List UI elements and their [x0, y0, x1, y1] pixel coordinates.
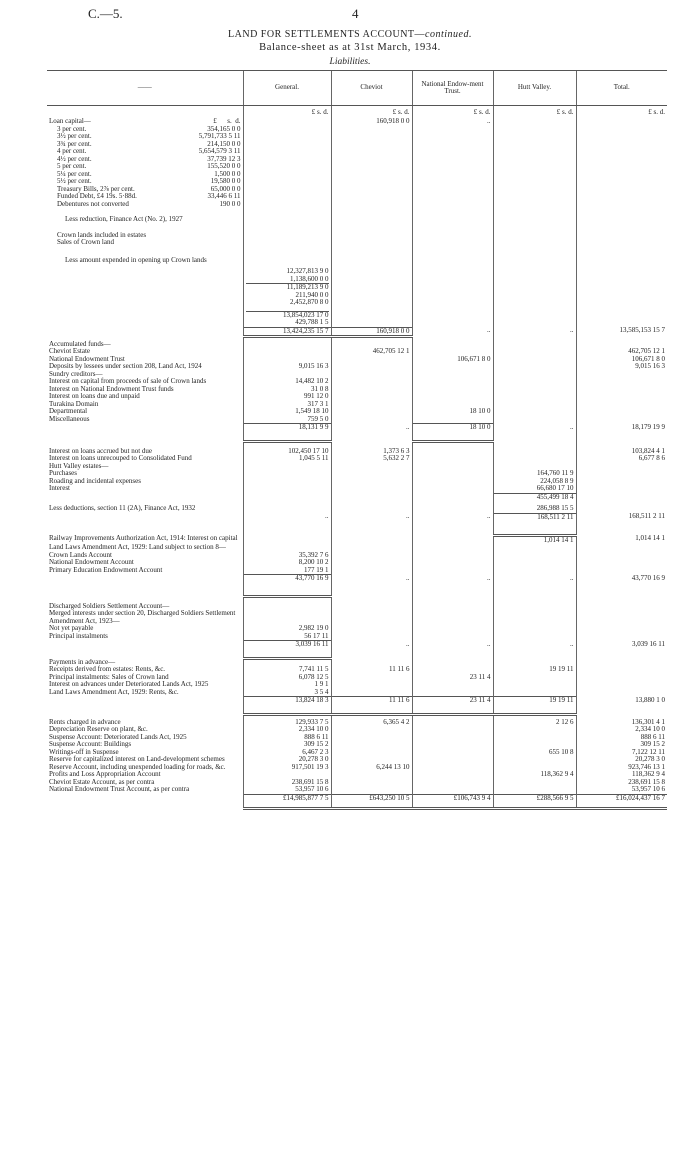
- railway-row: Railway Improvements Authorization Act, 1914: Interest on capital 1,014 14 1 1,014 14 1: [49, 534, 665, 544]
- loan-row: Funded Debt, £4 19s. 5·88d. 33,446 6 11: [57, 192, 241, 200]
- page-number: 4: [352, 6, 359, 21]
- page-ref: C.—5.: [88, 6, 123, 21]
- loan-capital-total: [576, 118, 667, 327]
- soldiers-heading-row: Discharged Soldiers Settlement Account—: [47, 603, 667, 611]
- soldiers-principal-row: Principal instalments 56 17 11: [47, 633, 667, 641]
- advance-row: Receipts derived from estates: Rents, &c. 7,741 11 5 11 11 6 19 19 11: [47, 666, 667, 674]
- soldiers-not-yet-row: Not yet payable 2,982 19 0: [47, 625, 667, 633]
- liabilities-table: [47, 70, 667, 810]
- hutt-purchases-row: Purchases 164,760 11 9: [47, 470, 667, 478]
- hutt-less-row: Less deductions, section 11 (2A), Finance Act, 1932 286,988 15 5: [47, 505, 667, 513]
- section-label: Liabilities.: [329, 57, 371, 67]
- grand-total-general: £14,985,877 7 5: [243, 794, 331, 808]
- other-liability-row: Writings-off in Suspense 6,467 2 3 655 10 8 7,122 12 11: [49, 747, 665, 756]
- units-row: [47, 106, 667, 119]
- soldiers-sub-row: Merged interests under section 20, Discharged Soldiers Settlement Amendment Act, 1923—: [47, 610, 667, 625]
- other-liability-row: National Endowment Trust Account, as per contra 53,957 10 6 53,957 10 6: [49, 785, 665, 793]
- net-fund-row: National Endowment Trust 106,671 8 0 106,671 8 0: [49, 354, 665, 363]
- sundry-row: Turakina Domain 317 3 1: [47, 401, 667, 409]
- loan-capital-desc: Loan capital— £ s. d. 3 per cent. 354,165 0 0 3½ per cent. 5,791,733 5 11 3¾ per cent. 214,150 0 0 4 per cent. 5,654,579 3 11 4½ per cent. 37,739 12 3 5 per cent. 155,520 0 0 5¼ per cent. 1,500 0 0 5½ per cent. 19,580 0 0 Treasury Bills, 2⅞ per cent. 65,000 0 0 Funded Debt, £4 19s. 5·88d. 33,446 6 11 Debentures not converted 190 0 0 Less reduction, Finance Act (No. 2), 1927 Crown lands included in estates Sales of Crown land Less amount expended in opening up Crown lands: [49, 117, 241, 264]
- unit-hutt: £ s. d.: [493, 106, 576, 119]
- col-header-cheviot: Cheviot: [331, 71, 412, 106]
- advance-row: Principal instalments: Sales of Crown land 6,078 12 5 23 11 4: [47, 674, 667, 682]
- col-header-net: National Endow-ment Trust.: [412, 71, 493, 106]
- land-laws-row: National Endowment Account 8,200 10 2: [47, 559, 667, 567]
- loan-row: 3½ per cent. 5,791,733 5 11: [57, 132, 241, 140]
- loan-capital-block: [47, 118, 667, 327]
- col-header-general: General.: [243, 71, 331, 106]
- unit-net: £ s. d.: [412, 106, 493, 119]
- other-liability-row: Suspense Account: Deteriorated Lands Act, 1925 888 6 11 888 6 11: [49, 732, 665, 741]
- interest-unrecouped-row: Interest on loans unrecouped to Consolidated Fund 1,045 5 11 5,632 2 7 6,677 8 6: [49, 454, 665, 462]
- hutt-net-row: .. .. .. 168,511 2 11 168,511 2 11: [47, 513, 667, 535]
- hutt-roading-row: Roading and incidental expenses 224,058 8 9: [47, 478, 667, 486]
- grand-total-total: £16,024,437 16 7: [576, 794, 667, 808]
- interest-accrued-row: Interest on loans accrued but not due 102,450 17 10 1,373 6 3 103,824 4 1: [49, 446, 665, 455]
- other-liability-row: Reserve for capitalized interest on Land-development schemes 20,278 3 0 20,278 3 0: [49, 755, 665, 763]
- other-liability-row: Reserve Account, including unexpended loading for roads, &c. 917,501 19 3 6,244 13 10 923,746 13 1: [49, 762, 665, 771]
- hutt-heading-row: Hutt Valley estates—: [47, 463, 667, 471]
- advance-row: Land Laws Amendment Act, 1929: Rents, &c. 3 5 4: [47, 689, 667, 697]
- loan-row: 5¼ per cent. 1,500 0 0: [57, 169, 241, 178]
- hutt-sum-row: 455,499 18 4: [47, 493, 667, 505]
- loan-row: 4½ per cent. 37,739 12 3: [57, 154, 241, 163]
- loan-capital-cheviot: 160,918 0 0: [331, 118, 412, 327]
- sundry-row: Departmental 1,549 18 10 18 10 0: [47, 408, 667, 416]
- loan-row: 5 per cent. 155,520 0 0: [57, 162, 241, 170]
- expended-label: Less amount expended in opening up Crown lands: [65, 255, 207, 264]
- land-laws-row: Primary Education Endowment Account 177 19 1: [47, 567, 667, 575]
- sundry-totals-row: 18,131 9 9 .. 18 10 0 .. 18,179 19 9: [47, 424, 667, 442]
- sales-crown-label: Sales of Crown land: [57, 238, 114, 246]
- sundry-heading-row: Sundry creditors—: [47, 371, 667, 379]
- land-laws-totals-row: 43,770 16 9 .. .. .. 43,770 16 9: [47, 575, 667, 597]
- other-liability-row: Profits and Loss Appropriation Account 118,362 9 4 118,362 9 4: [49, 770, 665, 778]
- loan-row: Debentures not converted 190 0 0: [57, 199, 241, 208]
- col-header-description: ——: [47, 71, 243, 106]
- loan-row: 5½ per cent. 19,580 0 0: [57, 177, 241, 185]
- grand-total-cheviot: £643,250 10 5: [331, 794, 412, 808]
- hutt-interest-row: Interest 66,680 17 10: [47, 485, 667, 493]
- column-header-row: [47, 71, 667, 106]
- unit-total: £ s. d.: [576, 106, 667, 119]
- loan-less-reduction-label: Less reduction, Finance Act (No. 2), 1927: [65, 215, 183, 223]
- cheviot-estate-row: Cheviot Estate 462,705 12 1 462,705 12 1: [49, 347, 665, 355]
- unit-cheviot: £ s. d.: [331, 106, 412, 119]
- other-liability-row: Suspense Account: Buildings 309 15 2 309 15 2: [49, 740, 665, 748]
- other-liability-row: Cheviot Estate Account, as per contra 238,691 15 8 238,691 15 8: [49, 777, 665, 786]
- other-liability-row: Depreciation Reserve on plant, &c. 2,334 10 0 2,334 10 0: [49, 725, 665, 733]
- soldiers-totals-row: 3,039 16 11 .. .. .. 3,039 16 11: [47, 641, 667, 659]
- grand-totals-row: [47, 794, 667, 808]
- loan-capital-general: 12,327,813 9 0 1,138,600 0 0 11,189,213 9 0 211,940 0 0 2,452,870 8 0 13,854,023 17 0 429,788 1 5: [243, 118, 331, 327]
- sundry-row: Interest on loans due and unpaid 991 12 0: [47, 393, 667, 401]
- loan-capital-net: ..: [412, 118, 493, 327]
- land-laws-row: Crown Lands Account 35,392 7 6: [47, 552, 667, 560]
- loan-row: 4 per cent. 5,654,579 3 11: [57, 147, 241, 155]
- loan-capital-hutt: [493, 118, 576, 327]
- col-header-total: Total.: [576, 71, 667, 106]
- land-laws-heading-row: Land Laws Amendment Act, 1929: Land subject to section 8—: [47, 544, 667, 552]
- grand-total-net: £106,743 9 4: [412, 794, 493, 808]
- advance-totals-row: 13,824 18 3 11 11 6 23 11 4 19 19 11 13,880 1 0: [47, 697, 667, 715]
- advance-heading-row: Payments in advance—: [47, 659, 667, 667]
- loan-row: 3¾ per cent. 214,150 0 0: [57, 139, 241, 148]
- sundry-row: Miscellaneous 759 5 0: [47, 416, 667, 424]
- crown-lands-label: Crown lands included in estates: [57, 230, 147, 239]
- balance-sheet-subtitle: Balance-sheet as at 31st March, 1934.: [259, 42, 441, 53]
- advance-row: Interest on advances under Deteriorated Lands Act, 1925 1 9 1: [47, 681, 667, 689]
- loan-capital-totals-row: 13,424,235 15 7 160,918 0 0 .. .. 13,585,153 15 7: [47, 327, 667, 337]
- col-header-hutt: Hutt Valley.: [493, 71, 576, 106]
- deposits-row: Deposits by lessees under section 208, Land Act, 1924 9,015 16 3 9,015 16 3: [49, 362, 665, 370]
- sundry-row: Interest on National Endowment Trust funds 31 0 8: [47, 386, 667, 394]
- loan-row: 3 per cent. 354,165 0 0: [57, 124, 241, 133]
- sundry-row: Interest on capital from proceeds of sale of Crown lands 14,482 10 2: [47, 378, 667, 386]
- other-liability-row: Rents charged in advance 129,933 7 5 6,365 4 2 2 12 6 136,301 4 1: [49, 717, 665, 726]
- accumulated-heading-row: Accumulated funds—: [47, 341, 667, 349]
- account-title: LAND FOR SETTLEMENTS ACCOUNT—continued.: [228, 29, 472, 40]
- unit-general: £ s. d.: [243, 106, 331, 119]
- grand-total-hutt: £288,566 9 5: [493, 794, 576, 808]
- loan-row: Treasury Bills, 2⅞ per cent. 65,000 0 0: [57, 184, 241, 193]
